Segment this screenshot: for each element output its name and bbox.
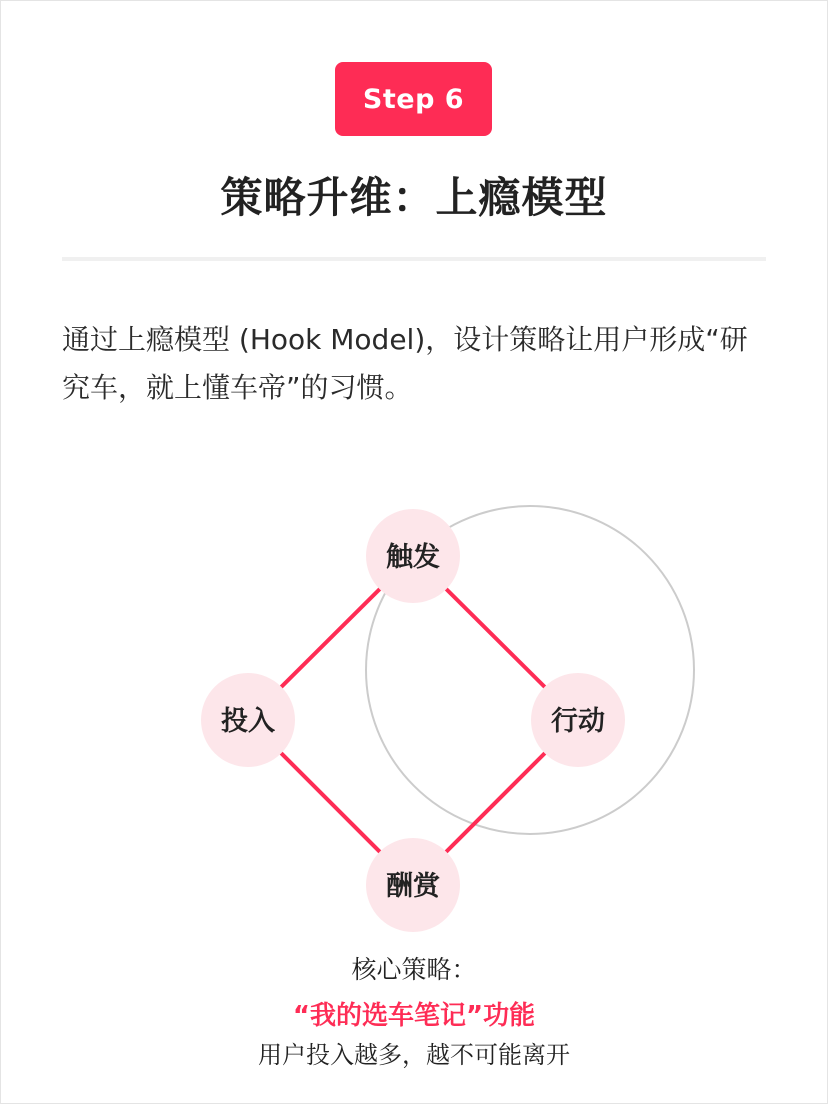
nodes-layer (201, 509, 625, 932)
intro-text: 通过上瘾模型 (Hook Model)，设计策略让用户形成“研究车，就上懂车帝”的习惯。 (62, 323, 748, 404)
step-badge: Step 6 (335, 62, 492, 136)
node-trigger (366, 509, 460, 603)
strategy-heading: 核心策略： (351, 955, 477, 984)
node-label-trigger: 触发 (386, 542, 440, 573)
page-title: 策略升维：上瘾模型 (220, 173, 608, 222)
node-label-reward: 酬赏 (386, 871, 440, 902)
edges-layer (248, 556, 578, 885)
node-reward (366, 838, 460, 932)
node-investment (201, 673, 295, 767)
node-action (531, 673, 625, 767)
strategy-feature: “我的选车笔记”功能 (292, 1001, 536, 1031)
strategy-description: 用户投入越多，越不可能离开 (258, 1041, 570, 1069)
node-label-action: 行动 (551, 706, 605, 737)
node-label-investment: 投入 (221, 706, 275, 737)
